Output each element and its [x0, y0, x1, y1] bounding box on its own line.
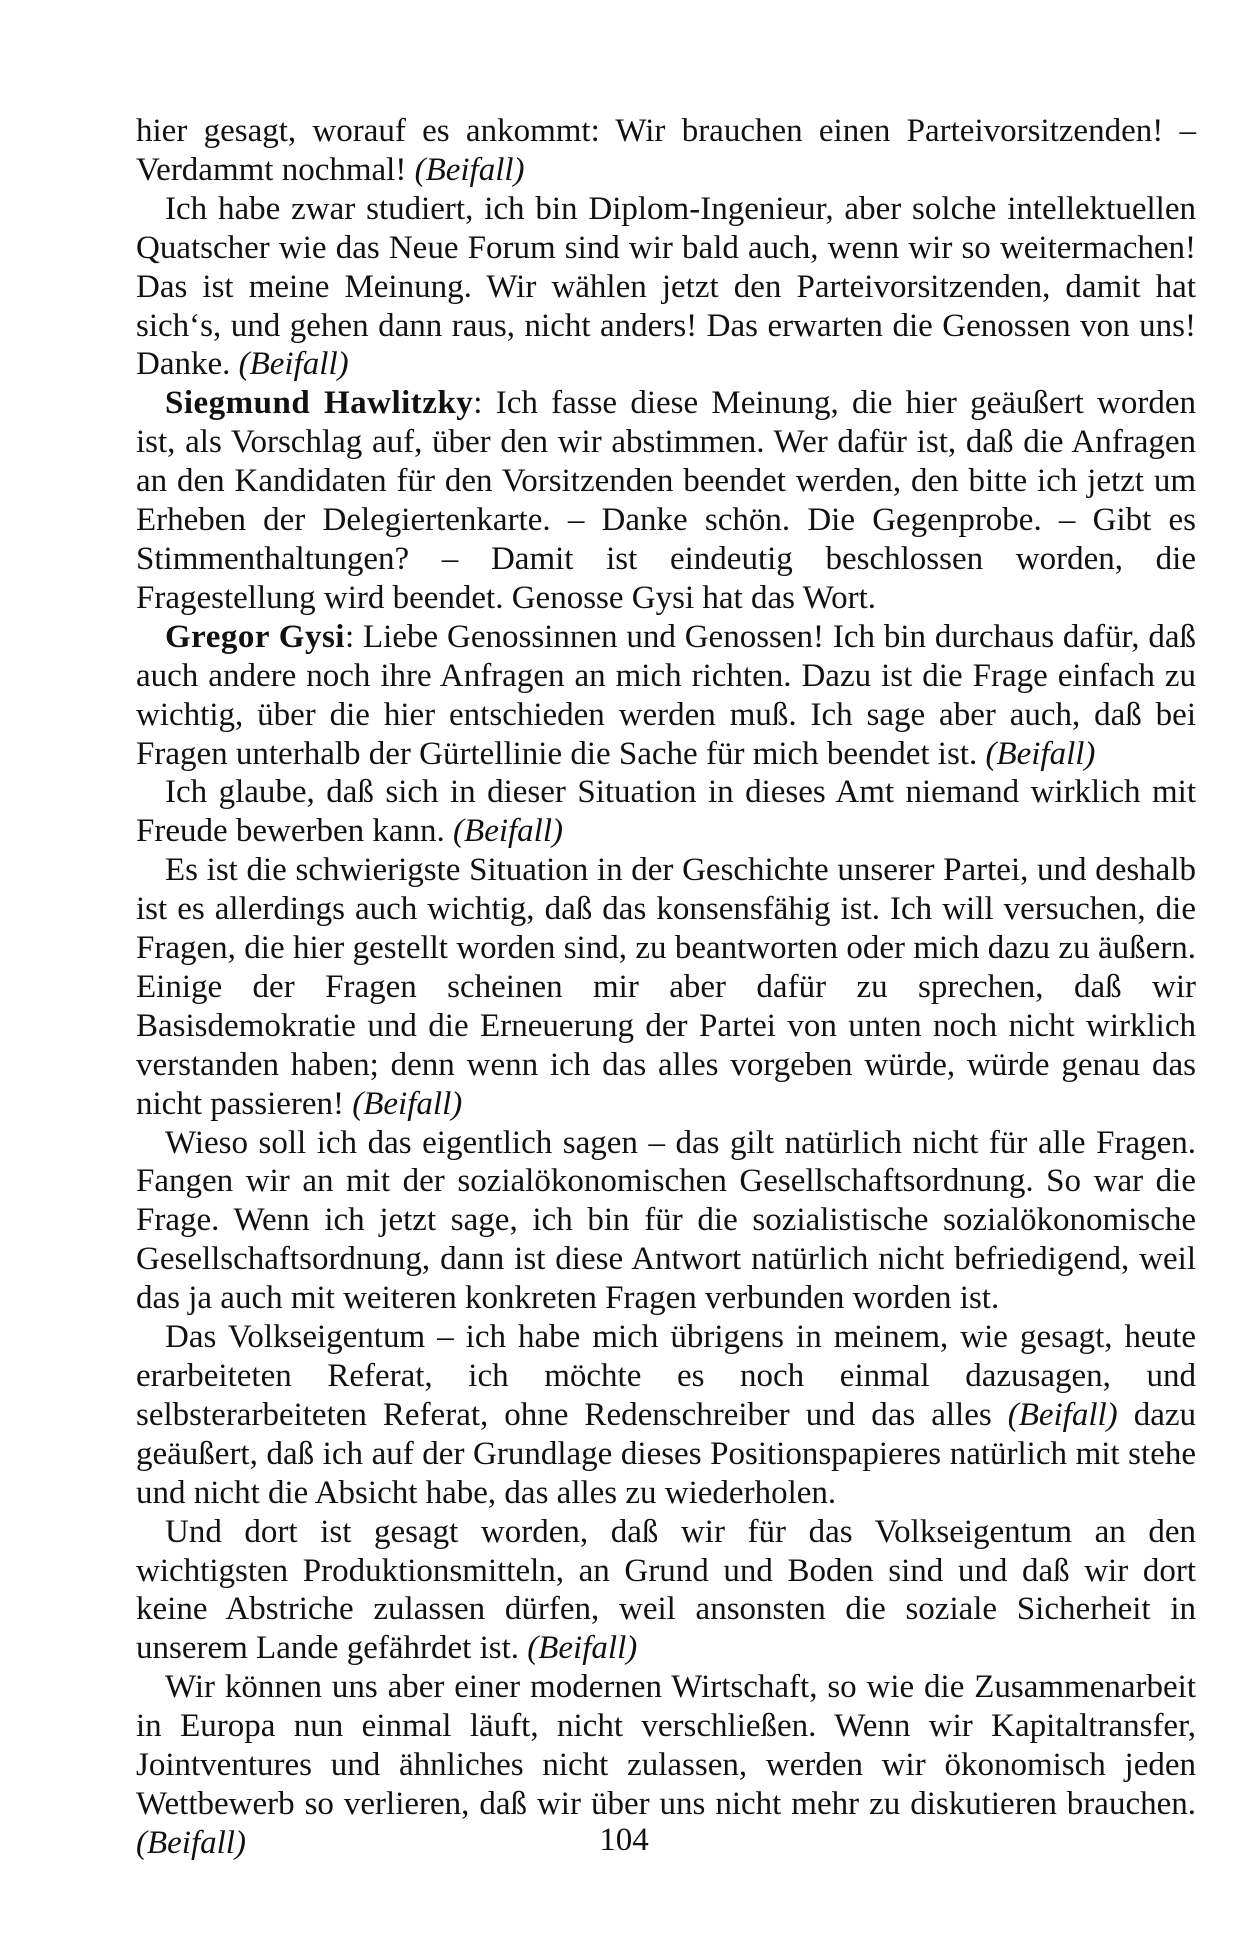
paragraph [136, 1124, 1196, 1319]
paragraph-text: Ich glaube, daß sich in dieser Situation in dieses Amt niemand wirklich mit Freude bewerben kann. [136, 774, 1196, 850]
applause-note: (Beifall) [238, 346, 349, 383]
paragraph [136, 851, 1196, 1123]
paragraph [136, 112, 1196, 190]
paragraph [136, 1318, 1196, 1513]
paragraph [136, 1513, 1196, 1669]
speaker-name: Gregor Gysi [165, 618, 345, 655]
applause-note: (Beifall) [414, 151, 525, 188]
applause-note: (Beifall) [352, 1085, 463, 1122]
paragraph-text: Es ist die schwierigste Situation in der Geschichte unserer Partei, und deshalb ist es allerdings auch wichtig, daß das konsensfähig ist. Ich will versuchen, die Fragen, die hier gestellt worden sind, zu beantworten oder mich dazu zu äußern. Einige der Fragen scheinen mir aber dafür zu sprechen, daß wir Basisdemokratie und die Erneuerung der Partei von unten noch nicht wirklich verstanden haben; denn wenn ich das alles vorgeben würde, würde genau das nicht passieren! [136, 852, 1196, 1122]
applause-note: (Beifall) [1007, 1396, 1118, 1433]
paragraph-text: : Ich fasse diese Meinung, die hier geäußert worden ist, als Vorschlag auf, über den wir abstimmen. Wer dafür ist, daß die Anfragen an den Kandidaten für den Vorsitzenden beendet werden, den bitte ich jetzt um Erheben der Delegiertenkarte. – Danke schön. Die Gegenprobe. – Gibt es Stimmenthaltungen? – Damit ist eindeutig beschlossen worden, die Fragestellung wird beendet. Genosse Gysi hat das Wort. [136, 385, 1196, 616]
page-number: 104 [599, 1822, 649, 1858]
paragraph-text: Ich habe zwar studiert, ich bin Diplom-Ingenieur, aber solche intellektuellen Quatscher wie das Neue Forum sind wir bald auch, wenn wir so weitermachen! Das ist meine Meinung. Wir wählen jetzt den Parteivorsitzenden, damit hat sich‘s, und gehen dann raus, nicht anders! Das erwarten die Genossen von uns! Danke. [136, 190, 1196, 383]
paragraph-text: Das Volkseigentum – ich habe mich übrigens in meinem, wie gesagt, heute erarbeiteten Referat, ich möchte es noch einmal dazusagen, und selbsterarbeiteten Referat, ohne Redenschreiber und das alles [136, 1319, 1196, 1433]
applause-note: (Beifall) [985, 735, 1096, 772]
paragraph-text: hier gesagt, worauf es ankommt: Wir brauchen einen Parteivorsitzenden! – Verdammt nochmal! [136, 113, 1196, 188]
paragraph [136, 190, 1196, 385]
speaker-name: Siegmund Hawlitzky [165, 385, 474, 422]
paragraph-text: Wieso soll ich das eigentlich sagen – das gilt natürlich nicht für alle Fragen. Fangen wir an mit der sozialökonomischen Gesellschaftsordnung. So war die Frage. Wenn ich jetzt sage, ich bin für die sozialistische sozialökonomische Gesellschaftsordnung, dann ist diese Antwort natürlich nicht befriedigend, weil das ja auch mit weiteren konkreten Fragen verbunden worden ist. [136, 1124, 1196, 1317]
paragraph-text: Und dort ist gesagt worden, daß wir für das Volkseigentum an den wichtigsten Produktionsmitteln, an Grund und Boden sind und daß wir dort keine Abstriche zulassen dürfen, weil ansonsten die soziale Sicherheit in unserem Lande gefährdet ist. [136, 1513, 1196, 1667]
paragraph-text: dazu geäußert, daß ich auf der Grundlage dieses Positionspapieres natürlich mit stehe und nicht die Absicht habe, das alles zu wiederholen. [136, 1396, 1196, 1511]
paragraph-text: : Liebe Genossinnen und Genossen! Ich bin durchaus dafür, daß auch andere noch ihre Anfragen an mich richten. Dazu ist die Frage einfach zu wichtig, über die hier entschieden werden muß. Ich sage aber auch, daß bei Fragen unterhalb der Gürtellinie die Sache für mich beendet ist. [136, 618, 1196, 772]
applause-note: (Beifall) [527, 1630, 638, 1667]
applause-note: (Beifall) [453, 813, 564, 850]
document-body [136, 112, 1196, 1863]
applause-note: (Beifall) [136, 1824, 246, 1861]
paragraph [136, 618, 1196, 774]
paragraph [136, 384, 1196, 617]
paragraph-text: Wir können uns aber einer modernen Wirtschaft, so wie die Zusammenarbeit in Europa nun einmal läuft, nicht verschließen. Wenn wir Kapitaltransfer, Jointventures und ähnliches nicht zulassen, werden wir ökonomisch jeden Wettbewerb so verlieren, daß wir über uns nicht mehr zu diskutieren brauchen. [136, 1669, 1196, 1822]
paragraph [136, 773, 1196, 851]
